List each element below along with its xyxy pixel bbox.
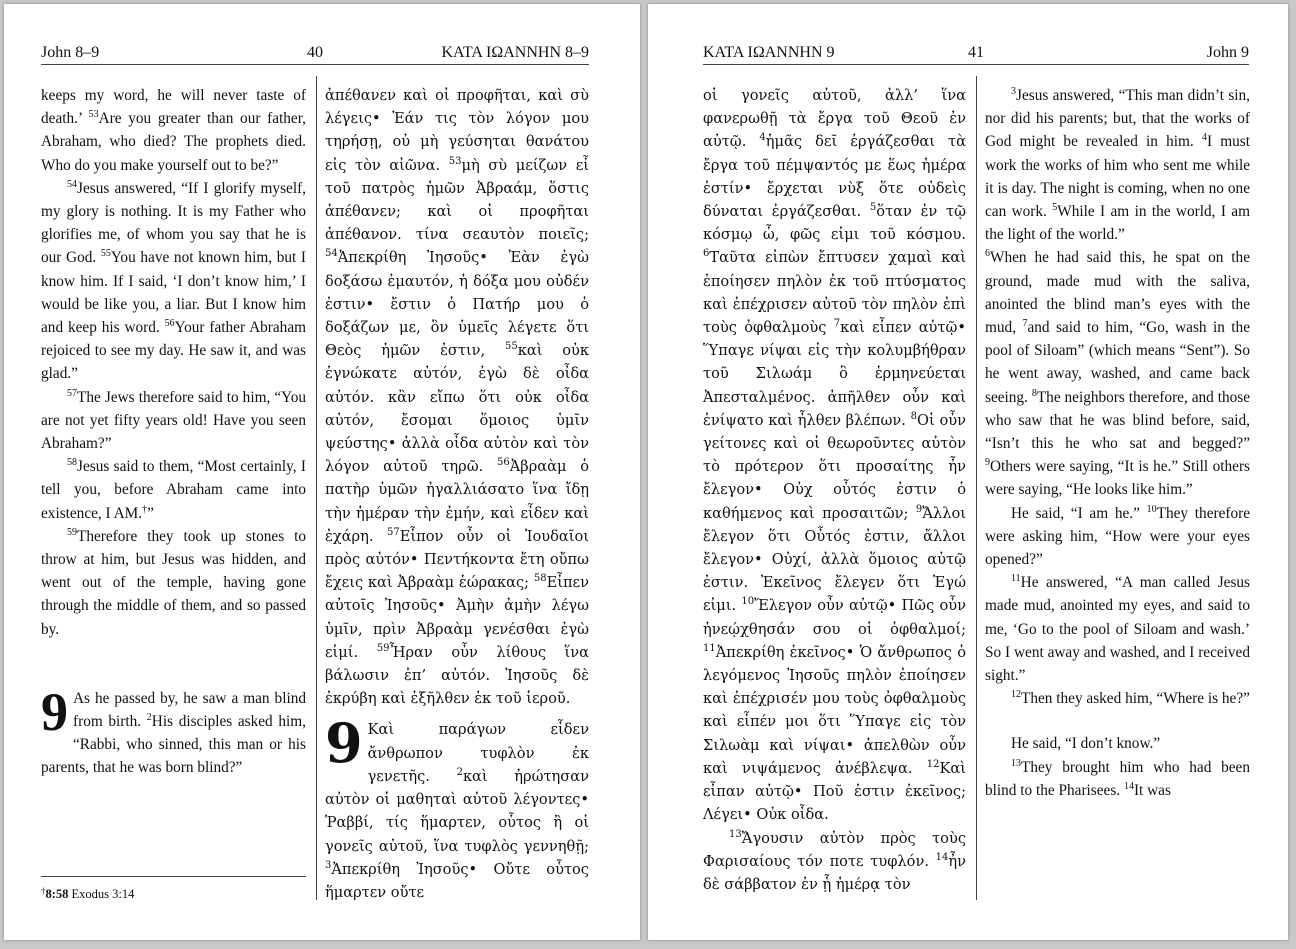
- right-page: [648, 4, 1288, 940]
- verse-number: 3: [325, 859, 332, 871]
- verse-number: 54: [67, 178, 77, 190]
- verse-number: 12: [926, 758, 940, 770]
- verse-number: 56: [497, 457, 510, 469]
- right-header-greek-reference: ΚΑΤΑ ΙΩΑΝΝΗΝ 9: [703, 44, 835, 61]
- left-page-number: 40: [307, 44, 323, 61]
- paragraph: He said, “I am he.” $^{10}$They therefore were asking him, “How were your eyes opened?”: [985, 503, 1251, 569]
- paragraph: $^{11}$He answered, “A man called Jesus made mud, anointed my eyes, and said to me, ‘Go to the pool of Siloam and wash.’ So I went away and washed, and I received sight.”: [985, 573, 1250, 685]
- chapter-number: 9: [41, 681, 68, 742]
- paragraph: $^{54}$Jesus answered, “If I glorify myself, my glory is nothing. It is my Father who glorifies me, of whom you say that he is our God. $^{55}$You have not known him, but I know him. If I said, ‘I don’t know him,’ I would be like you, a liar. But I know him and keep his word. $^{56}$Your father Abraham rejoiced to see my day. He saw it, and was glad.”: [41, 178, 307, 383]
- verse-number: 10: [1146, 503, 1157, 515]
- verse-number: 13: [1011, 757, 1021, 769]
- verse-number: 7: [833, 318, 841, 330]
- verse-number: 54: [325, 248, 338, 260]
- verse-number: 53: [448, 155, 462, 167]
- column-divider: [316, 76, 317, 900]
- verse-number: 56: [164, 318, 175, 330]
- verse-number: 7: [1022, 318, 1028, 330]
- verse-number: 3: [1011, 86, 1016, 97]
- left-header-greek-reference: ΚΑΤΑ ΙΩΑΝΝΗΝ 8–9: [441, 44, 589, 61]
- chapter-number: 9: [325, 711, 363, 776]
- paragraph: $^{12}$Then they asked him, “Where is he?”: [1011, 689, 1250, 708]
- right-page-number: 41: [968, 44, 984, 61]
- right-greek-column: [703, 84, 966, 896]
- chapter-start-paragraph: 9 Καὶ παράγων εἶδεν ἄνθρωπον τυφλὸν ἐκ γενετῆς. $^2$καὶ ἠρώτησαν αὐτὸν οἱ μαθηταὶ αὐτοῦ λέγοντες• Ῥαββί, τίς ἥμαρτεν, οὗτος ἢ οἱ γονεῖς αὐτοῦ, ἵνα τυφλὸς γεννηθῇ; $^3$Ἀπεκρίθη Ἰησοῦς• Οὔτε οὗτος ἥμαρτεν οὔτε: [325, 711, 589, 901]
- verse-number: 6: [703, 248, 710, 260]
- left-english-column: [41, 84, 306, 780]
- verse-number: 8: [910, 410, 918, 422]
- paragraph: keeps my word, he will never taste of death.’ $^{53}$Are you greater than our father, Abraham, who died? The prophets died. Who do you make yourself out to be?”: [41, 87, 307, 174]
- paragraph: $^6$When he had said this, he spat on the ground, made mud with the saliva, anointed the blind man’s eyes with the mud, $^7$and said to him, “Go, wash in the pool of Siloam” (which means “Sent”). So he went away, washed, and came back seeing. $^8$The neighbors therefore, and those who saw that he was blind before, said, “Isn’t this he who sat and begged?” $^9$Others were saying, “It is he.” Still others were saying, “He looks like him.”: [985, 248, 1250, 499]
- verse-number: 11: [1011, 573, 1021, 585]
- paragraph: $^{57}$The Jews therefore said to him, “You are not yet fifty years old! Have you seen Abraham?”: [41, 387, 306, 453]
- right-english-column: [985, 84, 1250, 802]
- verse-number: 4: [1201, 132, 1207, 144]
- paragraph: He said, “I don’t know.”: [1011, 735, 1161, 753]
- verse-number: 59: [376, 642, 390, 654]
- verse-number: 12: [1011, 689, 1021, 701]
- left-running-head: [41, 42, 589, 65]
- verse-number: 58: [67, 457, 77, 469]
- footnote-mark: †: [41, 886, 46, 896]
- verse-number: 53: [88, 109, 99, 121]
- verse-number: 4: [759, 132, 766, 144]
- paragraph: οἱ γονεῖς αὐτοῦ, ἀλλ’ ἵνα φανερωθῇ τὰ ἔργα τοῦ Θεοῦ ἐν αὐτῷ. $^4$ἡμᾶς δεῖ ἐργάζεσθαι τὰ ἔργα τοῦ πέμψαντός με ἕως ἡμέρα ἐστίν• ἔρχεται νὺξ ὅτε οὐδεὶς δύναται ἐργάζεσθαι. $^5$ὅταν ἐν τῷ κόσμῳ ὦ, φῶς εἰμι τοῦ κόσμου. $^6$Ταῦτα εἰπὼν ἔπτυσεν χαμαὶ καὶ ἐποίησεν πηλὸν ἐκ τοῦ πτύσματος καὶ ἐπέχρισεν αὐτοῦ τὸν πηλὸν ἐπὶ τοὺς ὀφθαλμοὺς $^7$καὶ εἶπεν αὐτῷ• Ὕπαγε νίψαι εἰς τὴν κολυμβήθραν τοῦ Σιλωάμ ὃ ἑρμηνεύεται Ἀπεσταλμένος. ἀπῆλθεν οὖν καὶ ἐνίψατο καὶ ἦλθεν βλέπων. $^8$Οἱ οὖν γείτονες καὶ οἱ θεωροῦντες αὐτὸν τὸ πρότερον ὅτι προσαίτης ἦν ἔλεγον• Οὐχ οὗτός ἐστιν ὁ καθήμενος καὶ προσαιτῶν; $^9$Ἄλλοι ἔλεγον ὅτι Οὗτός ἐστιν, ἄλλοι ἔλεγον• Οὐχί, ἀλλὰ ὅμοιος αὐτῷ ἐστιν. Ἐκεῖνος ἔλεγεν ὅτι Ἐγώ εἰμι. $^{10}$Ἔλεγον οὖν αὐτῷ• Πῶς οὖν ἠνεῴχθησάν σου οἱ ὀφθαλμοί; $^{11}$Ἀπεκρίθη ἐκεῖνος• Ὁ ἄνθρωπος ὁ λεγόμενος Ἰησοῦς πηλὸν ἐποίησεν καὶ ἐπέχρισέν μου τοὺς ὀφθαλμοὺς καὶ εἶπέν μοι ὅτι Ὕπαγε εἰς τὸν Σιλωὰμ καὶ νίψαι• ἀπελθὼν οὖν καὶ νιψάμενος ἀνέβλεψα. $^{12}$Καὶ εἶπαν αὐτῷ• Ποῦ ἐστιν ἐκεῖνος; Λέγει• Οὐκ οἶδα.: [703, 87, 967, 824]
- verse-number: 8: [1031, 387, 1037, 399]
- verse-number: 14: [935, 851, 949, 863]
- verse-number: 2: [456, 766, 463, 778]
- footnote-marker[interactable]: †: [142, 503, 148, 515]
- verse-number: 11: [703, 642, 716, 654]
- chapter-start-paragraph: 9 As he passed by, he saw a man blind from birth. $^2$His disciples asked him, “Rabbi, who sinned, this man or his parents, that he was born blind?”: [41, 681, 306, 777]
- footnote-rule: [41, 876, 306, 877]
- verse-number: 58: [533, 573, 547, 585]
- left-header-reference: John 8–9: [41, 44, 100, 61]
- footnote: [41, 886, 306, 902]
- paragraph: $^{13}$Ἄγουσιν αὐτὸν πρὸς τοὺς Φαρισαίους τόν ποτε τυφλόν. $^{14}$ἦν δὲ σάββατον ἐν ᾗ ἡμέρᾳ τὸν: [703, 828, 966, 893]
- left-greek-column: [325, 84, 589, 904]
- verse-number: 59: [67, 526, 77, 538]
- verse-number: 55: [100, 248, 111, 260]
- verse-number: 5: [1052, 202, 1058, 214]
- verse-number: 9: [915, 503, 923, 515]
- verse-number: 14: [1123, 780, 1134, 792]
- verse-number: 6: [985, 248, 990, 260]
- paragraph: ἀπέθανεν καὶ οἱ προφῆται, καὶ σὺ λέγεις• Ἐάν τις τὸν λόγον μου τηρήσῃ, οὐ μὴ γεύσηται θανάτου εἰς τὸν αἰῶνα. $^{53}$μὴ σὺ μείζων εἶ τοῦ πατρὸς ἡμῶν Ἀβραάμ, ὅστις ἀπέθανεν; καὶ οἱ προφῆται ἀπέθανον. τίνα σεαυτὸν ποιεῖς; $^{54}$Ἀπεκρίθη Ἰησοῦς• Ἐὰν ἐγὼ δοξάσω ἐμαυτόν, ἡ δόξα μου οὐδέν ἐστιν• ἔστιν ὁ Πατήρ μου ὁ δοξάζων με, ὃν ὑμεῖς λέγετε ὅτι Θεὸς ἡμῶν ἐστιν, $^{55}$καὶ οὐκ ἐγνώκατε αὐτόν, ἐγὼ δὲ οἶδα αὐτόν. κἂν εἴπω ὅτι οὐκ οἶδα αὐτόν, ἔσομαι ὅμοιος ὑμῖν ψεύστης• ἀλλὰ οἶδα αὐτὸν καὶ τὸν λόγον αὐτοῦ τηρῶ. $^{56}$Ἀβραὰμ ὁ πατὴρ ὑμῶν ἠγαλλιάσατο ἵνα ἴδῃ τὴν ἡμέραν τὴν ἐμήν, καὶ εἶδεν καὶ ἐχάρη. $^{57}$Εἶπον οὖν οἱ Ἰουδαῖοι πρὸς αὐτόν• Πεντήκοντα ἔτη οὔπω ἔχεις καὶ Ἀβραὰμ ἑώρακας; $^{58}$Εἶπεν αὐτοῖς Ἰησοῦς• Ἀμὴν ἀμὴν λέγω ὑμῖν, πρὶν Ἀβραὰμ γενέσθαι ἐγὼ εἰμί. $^{59}$Ἦραν οὖν λίθους ἵνα βάλωσιν ἐπ’ αὐτόν. Ἰησοῦς δὲ ἐκρύβη καὶ ἐξῆλθεν ἐκ τοῦ ἱεροῦ.: [325, 87, 590, 708]
- footnote-text: Exodus 3:14: [71, 887, 135, 901]
- verse-number: 13: [729, 828, 742, 840]
- verse-number: 55: [504, 341, 518, 353]
- left-page: [4, 4, 640, 940]
- paragraph: $^{59}$Therefore they took up stones to throw at him, but Jesus was hidden, and went out of the temple, having gone through the middle of them, and so passed by.: [41, 526, 306, 638]
- paragraph: $^{58}$Jesus said to them, “Most certainly, I tell you, before Abraham came into existence, I AM.†”: [41, 457, 306, 522]
- verse-number: 5: [869, 202, 877, 214]
- verse-number: 9: [985, 457, 990, 469]
- paragraph: $^3$Jesus answered, “This man didn’t sin, nor did his parents; but, that the works of God might be revealed in him. $^4$I must work the works of him who sent me while it is day. The night is coming, when no one can work. $^5$While I am in the world, I am the light of the world.”: [985, 86, 1251, 244]
- verse-number: 57: [67, 387, 77, 399]
- verse-number: 2: [146, 712, 152, 724]
- verse-number: 57: [387, 526, 400, 538]
- footnote-reference: 8:58: [45, 887, 69, 901]
- column-divider: [976, 76, 977, 900]
- paragraph: $^{13}$They brought him who had been blind to the Pharisees. $^{14}$It was: [985, 757, 1250, 799]
- right-running-head: [703, 42, 1249, 65]
- right-header-reference: John 9: [1206, 44, 1249, 61]
- verse-number: 10: [741, 596, 755, 608]
